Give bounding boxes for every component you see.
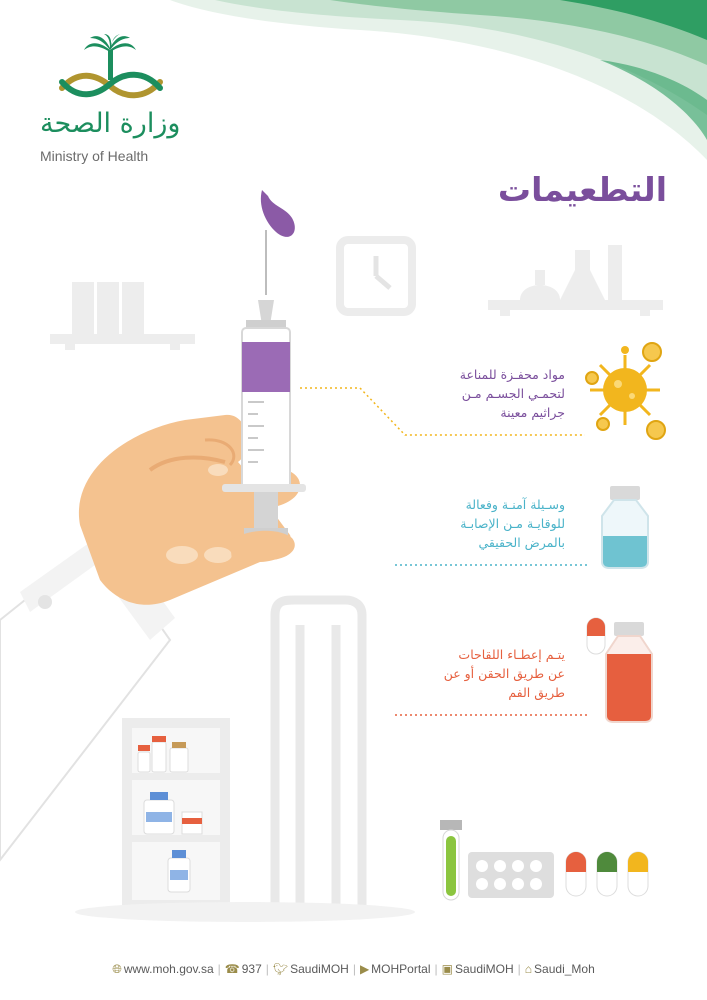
snapchat-icon: ⌂ [524, 962, 533, 976]
vial-capsule-icon [606, 622, 652, 722]
logo-english-name: Ministry of Health [40, 148, 149, 164]
info-immune-stimulants [365, 365, 565, 422]
footer-snapchat[interactable]: ⌂ Saudi_Moh [524, 962, 595, 976]
divider: | [352, 962, 356, 976]
capsule-icon [587, 618, 605, 654]
info-line: طريق الفم [508, 685, 565, 700]
info-line: مواد محفـزة للمناعة [459, 367, 565, 382]
vial-icon [602, 486, 648, 568]
footer-youtube[interactable]: ▶︎ MOHPortal [359, 962, 431, 976]
divider: | [265, 962, 269, 976]
twitter-icon: 🐦︎ [272, 962, 289, 976]
info-line: عن طريق الحقن أو عن [443, 666, 565, 681]
youtube-icon: ▶︎ [359, 962, 370, 976]
globe-icon: 🌐︎ [112, 962, 122, 976]
info-line: وسـيلة آمنـة وفعالة [465, 497, 565, 512]
info-line: للوقايـة مـن الإصابـة [460, 516, 565, 531]
logo-arabic-name: وزارة الصحة [40, 108, 181, 139]
footer-twitter[interactable]: 🐦︎ SaudiMOH [272, 962, 349, 976]
phone-icon: ☎︎ [224, 962, 240, 976]
instagram-icon: ▣ [441, 962, 453, 976]
page-title: التطعيمات [497, 170, 667, 209]
divider: | [517, 962, 521, 976]
footer-phone[interactable]: ☎︎ 937 [224, 962, 262, 976]
footer-instagram[interactable]: ▣ SaudiMOH [441, 962, 514, 976]
divider: | [434, 962, 438, 976]
footer-contacts [0, 962, 707, 977]
info-line: بالمرض الحقيقي [478, 535, 565, 550]
info-line: جراثيم معينة [500, 405, 565, 420]
divider: | [217, 962, 221, 976]
info-safe-effective [365, 495, 565, 552]
info-line: يتـم إعطـاء اللقاحات [458, 647, 565, 662]
info-line: لتحمـي الجسـم مـن [461, 386, 565, 401]
info-administration [365, 645, 565, 702]
footer-website[interactable]: 🌐︎ www.moh.gov.sa [112, 962, 214, 976]
virus-icon [586, 343, 665, 439]
